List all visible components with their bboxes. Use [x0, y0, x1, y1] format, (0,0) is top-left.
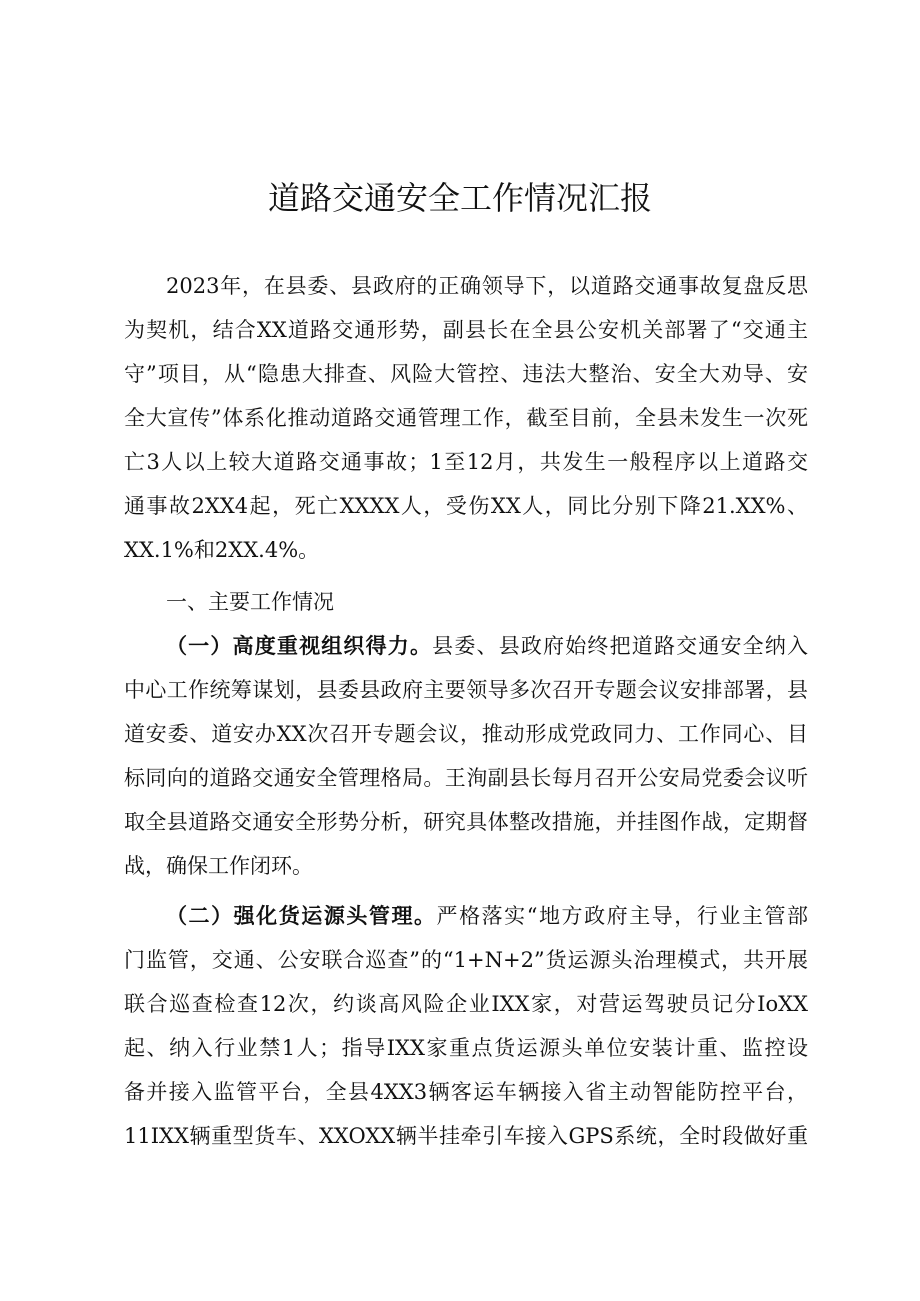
- subsection-2-line: 起、纳入行业禁1人；指导IXX家重点货运源头单位安装计重、监控设: [124, 1036, 808, 1060]
- subsection-1-first-line: [166, 624, 808, 668]
- subsection-1-line: 中心工作统筹谋划，县委县政府主要领导多次召开专题会议安排部署，县: [124, 678, 808, 702]
- subsection-2-line: 备并接入监管平台，全县4XX3辆客运车辆接入省主动智能防控平台，: [124, 1080, 808, 1104]
- subsection-1-line: 战，确保工作闭环。: [124, 854, 313, 878]
- subsection-2-text: 严格落实“地方政府主导，行业主管部: [436, 904, 809, 928]
- intro-line: 2023年，在县委、县政府的正确领导下，以道路交通事故复盘反思: [166, 274, 808, 298]
- subsection-1-text: 县委、县政府始终把道路交通安全纳入: [432, 634, 809, 658]
- intro-line: 为契机，结合XX道路交通形势，副县长在全县公安机关部署了“交通主: [124, 318, 808, 342]
- subsection-2-line: 联合巡查检查12次，约谈高风险企业IXX家，对营运驾驶员记分IoXX: [124, 992, 808, 1016]
- section-heading: 一、主要工作情况: [166, 590, 334, 614]
- subsection-1-line: 取全县道路交通安全形势分析，研究具体整改措施，并挂图作战，定期督: [124, 810, 808, 834]
- intro-line: XX.1%和2XX.4%。: [124, 538, 320, 562]
- subsection-2-first-line: [166, 894, 808, 938]
- subsection-1-heading: （一）高度重视组织得力。: [166, 634, 433, 658]
- subsection-2-line: 门监管，交通、公安联合巡查”的“1+N+2”货运源头治理模式，共开展: [124, 948, 808, 972]
- document-title: 道路交通安全工作情况汇报: [267, 179, 652, 217]
- subsection-2-heading: （二）强化货运源头管理。: [166, 904, 437, 928]
- intro-line: 通事故2XX4起，死亡XXXX人，受伤XX人，同比分别下降21.XX%、: [124, 494, 808, 518]
- intro-line: 亡3人以上较大道路交通事故；1至12月，共发生一般程序以上道路交: [124, 450, 808, 474]
- subsection-1-line: 道安委、道安办XX次召开专题会议，推动形成党政同力、工作同心、目: [124, 722, 808, 746]
- subsection-1-line: 标同向的道路交通安全管理格局。王洵副县长每月召开公安局党委会议听: [124, 766, 808, 790]
- intro-line: 全大宣传”体系化推动道路交通管理工作，截至目前，全县未发生一次死: [124, 406, 808, 430]
- subsection-2-line: 11IXX辆重型货车、XXOXX辆半挂牵引车接入GPS系统，全时段做好重: [124, 1124, 808, 1148]
- intro-line: 守”项目，从“隐患大排查、风险大管控、违法大整治、安全大劝导、安: [124, 362, 808, 386]
